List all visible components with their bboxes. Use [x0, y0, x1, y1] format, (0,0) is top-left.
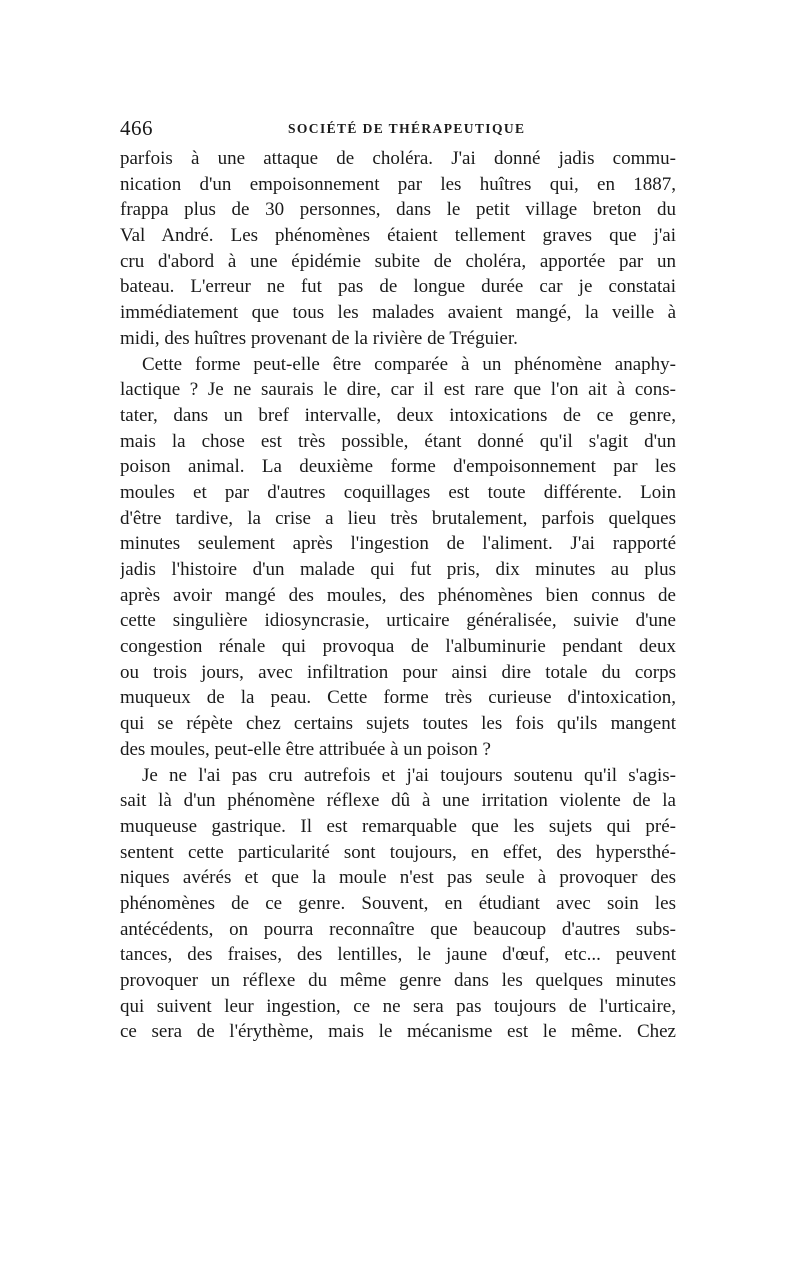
text-line: midi, des huîtres provenant de la rivière de Tréguier. [120, 327, 518, 349]
text-line: nication d'un empoisonnement par les huîtres qui, en 1887, [120, 173, 676, 195]
text-line: Je ne l'ai pas cru autrefois et j'ai toujours soutenu qu'il s'agis- [142, 764, 676, 786]
text-line: parfois à une attaque de choléra. J'ai donné jadis commu- [120, 148, 676, 169]
text-line: phénomènes de ce genre. Souvent, en étudiant avec soin les [120, 892, 676, 914]
text-line: mais la chose est très possible, étant donné qu'il s'agit d'un [120, 430, 676, 452]
text-line: tater, dans un bref intervalle, deux intoxications de ce genre, [120, 404, 676, 426]
text-line: après avoir mangé des moules, des phénomènes bien connus de [120, 584, 676, 606]
text-line: minutes seulement après l'ingestion de l'aliment. J'ai rapporté [120, 533, 676, 555]
text-line: Cette forme peut-elle être comparée à un phénomène anaphy- [142, 353, 676, 375]
text-line: niques avérés et que la moule n'est pas seule à provoquer des [120, 867, 676, 889]
text-line: immédiatement que tous les malades avaient mangé, la veille à [120, 302, 676, 324]
text-line: ce sera de l'érythème, mais le mécanisme est le même. Chez [120, 1021, 676, 1043]
page-header [120, 116, 680, 140]
text-line: qui se répète chez certains sujets toutes les fois qu'ils mangent [120, 713, 676, 735]
text-line: lactique ? Je ne saurais le dire, car il est rare que l'on ait à cons- [120, 379, 676, 401]
text-line: cru d'abord à une épidémie subite de choléra, apportée par un [120, 250, 676, 272]
text-line: muqueuse gastrique. Il est remarquable que les sujets qui pré- [120, 815, 676, 837]
text-line: des moules, peut-elle être attribuée à un poison ? [120, 738, 491, 760]
text-line: sentent cette particularité sont toujours, en effet, des hypersthé- [120, 841, 676, 863]
text-line: Val André. Les phénomènes étaient tellement graves que j'ai [120, 225, 676, 247]
body-text [120, 146, 676, 1045]
text-line: poison animal. La deuxième forme d'empoisonnement par les [120, 456, 676, 478]
page-number: 466 [120, 116, 153, 140]
paragraph [120, 763, 676, 1046]
text-line: frappa plus de 30 personnes, dans le petit village breton du [120, 199, 676, 221]
text-line: sait là d'un phénomène réflexe dû à une irritation violente de la [120, 790, 676, 812]
text-line: tances, des fraises, des lentilles, le jaune d'œuf, etc... peuvent [120, 944, 676, 966]
running-title: SOCIÉTÉ DE THÉRAPEUTIQUE [288, 121, 526, 136]
text-line: cette singulière idiosyncrasie, urticaire généralisée, suivie d'une [120, 610, 676, 632]
text-line: ou trois jours, avec infiltration pour ainsi dire totale du corps [120, 661, 676, 683]
text-line: qui suivent leur ingestion, ce ne sera pas toujours de l'urticaire, [120, 995, 676, 1017]
text-line: provoquer un réflexe du même genre dans les quelques minutes [120, 970, 676, 991]
text-line: jadis l'histoire d'un malade qui fut pris, dix minutes au plus [120, 559, 676, 580]
text-line: congestion rénale qui provoqua de l'albuminurie pendant deux [120, 636, 676, 658]
paragraph [120, 146, 676, 352]
text-line: antécédents, on pourra reconnaître que beaucoup d'autres subs- [120, 918, 676, 940]
text-line: muqueux de la peau. Cette forme très curieuse d'intoxication, [120, 687, 676, 709]
text-line: moules et par d'autres coquillages est toute différente. Loin [120, 481, 676, 503]
text-line: bateau. L'erreur ne fut pas de longue durée car je constatai [120, 276, 676, 298]
paragraph [120, 352, 676, 763]
text-line: d'être tardive, la crise a lieu très brutalement, parfois quelques [120, 507, 676, 529]
